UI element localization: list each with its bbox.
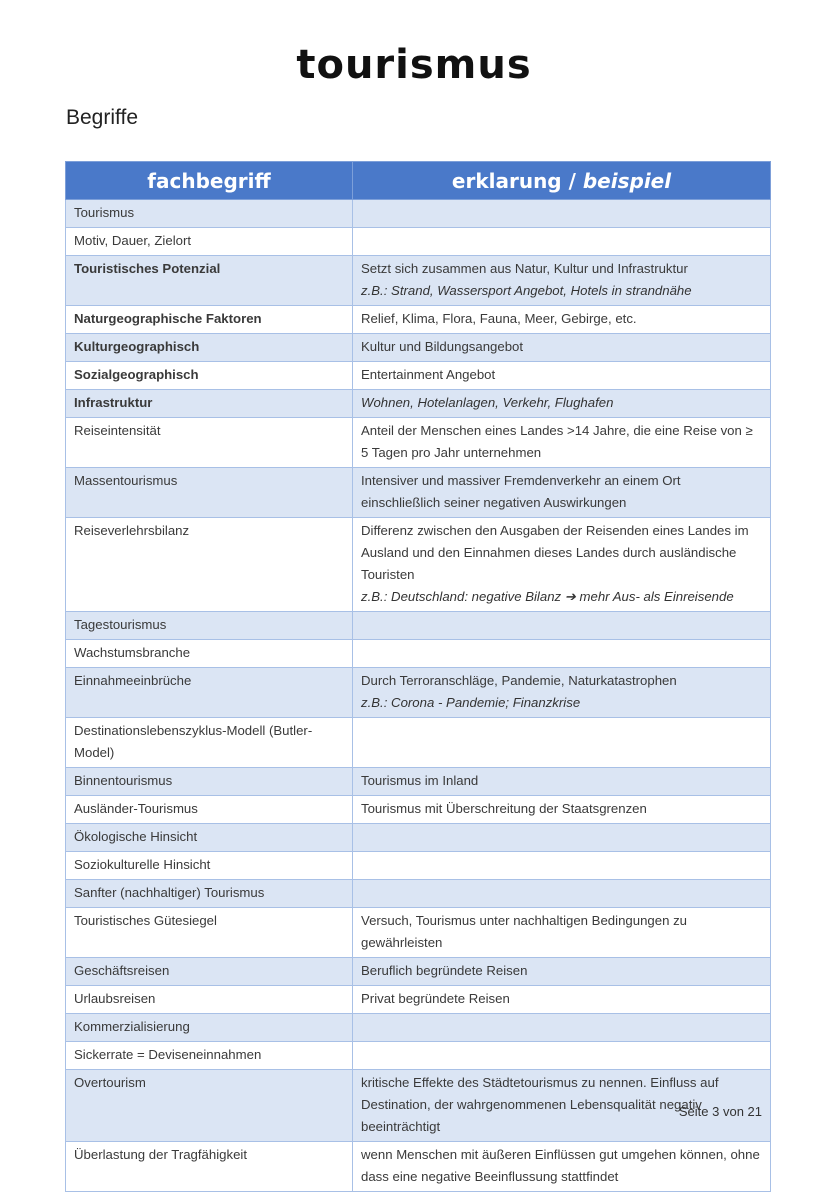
table-row [66,1142,771,1192]
table-row [66,768,771,796]
table-row [66,852,771,880]
definition-cell [353,796,771,824]
header-explanation: erklarung / beispiel [353,162,771,200]
term-cell: Kulturgeographisch [66,334,353,362]
term-cell: Sozialgeographisch [66,362,353,390]
table-row [66,518,771,612]
term-cell: Einnahmeeinbrüche [66,668,353,718]
definition-text: Tourismus mit Überschreitung der Staatsgrenzen [361,801,647,816]
definition-text: Relief, Klima, Flora, Fauna, Meer, Gebirge, etc. [361,311,637,326]
definition-cell [353,640,771,668]
table-row [66,796,771,824]
definition-cell [353,768,771,796]
definition-cell [353,880,771,908]
definition-cell [353,986,771,1014]
term-cell: Geschäftsreisen [66,958,353,986]
term-cell: Tagestourismus [66,612,353,640]
definition-cell [353,1014,771,1042]
term-cell: Sickerrate = Deviseneinnahmen [66,1042,353,1070]
definition-cell [353,958,771,986]
definition-cell [353,1042,771,1070]
definition-cell [353,362,771,390]
table-row [66,390,771,418]
definition-cell [353,390,771,418]
definition-cell [353,334,771,362]
definition-text: Versuch, Tourismus unter nachhaltigen Bedingungen zu gewährleisten [361,913,687,950]
table-header-row [66,162,771,200]
table-row [66,640,771,668]
table-row [66,468,771,518]
term-cell: Sanfter (nachhaltiger) Tourismus [66,880,353,908]
term-cell: Reiseverlehrsbilanz [66,518,353,612]
definition-cell [353,718,771,768]
definition-cell [353,612,771,640]
term-cell: Destinationslebenszyklus-Modell (Butler-Model) [66,718,353,768]
term-cell: Binnentourismus [66,768,353,796]
term-cell: Motiv, Dauer, Zielort [66,228,353,256]
term-cell: Naturgeographische Faktoren [66,306,353,334]
definition-cell [353,668,771,718]
definition-cell [353,824,771,852]
page-number: Seite 3 von 21 [678,1104,762,1119]
definition-text: Durch Terroranschläge, Pandemie, Naturkatastrophen [361,673,677,688]
example-text: z.B.: Corona - Pandemie; Finanzkrise [361,695,581,710]
definition-cell [353,418,771,468]
definition-text: Anteil der Menschen eines Landes >14 Jahre, die eine Reise von ≥ 5 Tagen pro Jahr unternehmen [361,423,753,460]
table-row [66,418,771,468]
table-row [66,1014,771,1042]
table-row [66,668,771,718]
table-row [66,228,771,256]
definition-text: Setzt sich zusammen aus Natur, Kultur und Infrastruktur [361,261,688,276]
definition-cell [353,256,771,306]
table-row [66,612,771,640]
definition-text: Differenz zwischen den Ausgaben der Reisenden eines Landes im Ausland und den Einnahmen dieses Landes durch ausländische Touristen [361,523,749,582]
term-cell: Overtourism [66,1070,353,1142]
example-text: z.B.: Strand, Wassersport Angebot, Hotels in strandnähe [361,283,692,298]
table-row [66,718,771,768]
definition-text: Kultur und Bildungsangebot [361,339,524,354]
table-row [66,306,771,334]
definition-text: Beruflich begründete Reisen [361,963,528,978]
page-title: tourismus [296,42,532,88]
term-cell: Überlastung der Tragfähigkeit [66,1142,353,1192]
term-cell: Wachstumsbranche [66,640,353,668]
term-cell: Reiseintensität [66,418,353,468]
table-row [66,880,771,908]
definition-cell [353,468,771,518]
definition-cell [353,1142,771,1192]
definition-text: Entertainment Angebot [361,367,496,382]
section-subtitle: Begriffe [66,106,138,129]
table-row [66,1070,771,1142]
term-cell: Touristisches Gütesiegel [66,908,353,958]
definition-text: Tourismus im Inland [361,773,479,788]
definition-text: kritische Effekte des Städtetourismus zu nennen. Einfluss auf Destination, der wahrgenommenen Lebensqualität negativ beeinträchtigt [361,1075,719,1134]
term-cell: Infrastruktur [66,390,353,418]
table-row [66,986,771,1014]
example-text: Wohnen, Hotelanlagen, Verkehr, Flughafen [361,395,614,410]
definition-text: wenn Menschen mit äußeren Einflüssen gut umgehen können, ohne dass eine negative Beeinflussung stattfindet [361,1147,760,1184]
table-row [66,958,771,986]
table-row [66,908,771,958]
table-row [66,1042,771,1070]
term-cell: Urlaubsreisen [66,986,353,1014]
definition-cell [353,306,771,334]
term-cell: Ökologische Hinsicht [66,824,353,852]
terms-table [65,161,771,1192]
term-cell: Soziokulturelle Hinsicht [66,852,353,880]
table-row [66,824,771,852]
table-row [66,256,771,306]
definition-text: Privat begründete Reisen [361,991,510,1006]
definition-cell [353,228,771,256]
term-cell: Touristisches Potenzial [66,256,353,306]
definition-cell [353,200,771,228]
example-text: z.B.: Deutschland: negative Bilanz ➔ mehr Aus- als Einreisende [361,589,734,604]
term-cell: Tourismus [66,200,353,228]
term-cell: Kommerzialisierung [66,1014,353,1042]
definition-cell [353,908,771,958]
table-row [66,200,771,228]
term-cell: Ausländer-Tourismus [66,796,353,824]
term-cell: Massentourismus [66,468,353,518]
table-row [66,334,771,362]
definition-cell [353,518,771,612]
table-row [66,362,771,390]
header-term: fachbegriff [66,162,353,200]
definition-cell [353,852,771,880]
definition-text: Intensiver und massiver Fremdenverkehr an einem Ort einschließlich seiner negativen Auswirkungen [361,473,681,510]
